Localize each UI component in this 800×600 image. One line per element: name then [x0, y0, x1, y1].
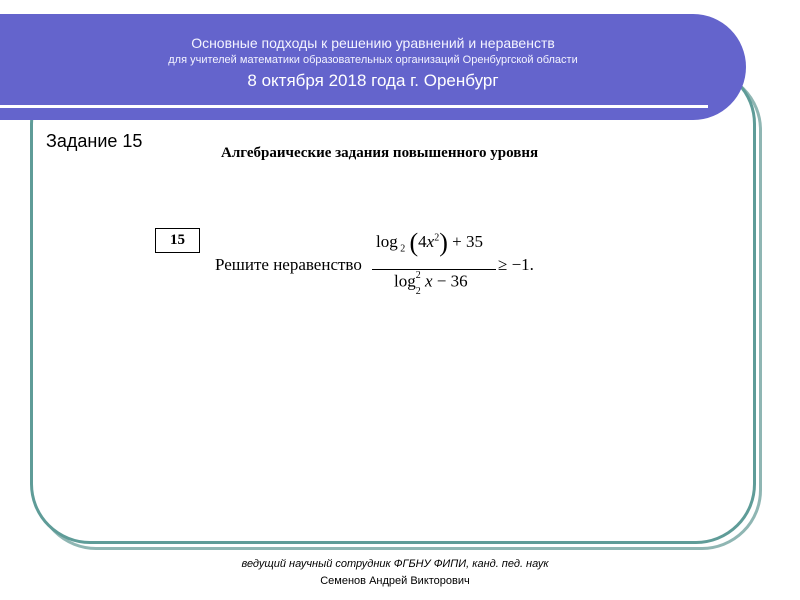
- header-title: Основные подходы к решению уравнений и неравенств: [191, 35, 555, 51]
- task-label: Задание 15: [46, 131, 143, 151]
- header-subtitle: для учителей математики образовательных организаций Оренбургской области: [168, 54, 578, 66]
- formula-rhs: ≥ −1.: [498, 255, 534, 274]
- formula-numerator: log $_2$ $(4x^2) + 35$: [376, 228, 483, 257]
- header-date-place: 8 октября 2018 года г. Оренбург: [247, 71, 499, 90]
- slide-header: [0, 14, 746, 120]
- footer-author-position: ведущий научный сотрудник ФГБНУ ФИПИ, канд. пед. наук: [241, 558, 549, 570]
- task-prompt: Решите неравенство: [215, 255, 362, 274]
- section-title: Алгебраические задания повышенного уровня: [221, 145, 539, 161]
- inequality-formula: [372, 226, 552, 296]
- task-number-box: 15: [155, 228, 200, 253]
- fraction-bar: [372, 269, 496, 270]
- formula-denominator: $\log^2$ $_2$ x − 36: [394, 270, 468, 298]
- header-divider: [0, 105, 708, 108]
- footer-author-name: Семенов Андрей Викторович: [320, 575, 470, 587]
